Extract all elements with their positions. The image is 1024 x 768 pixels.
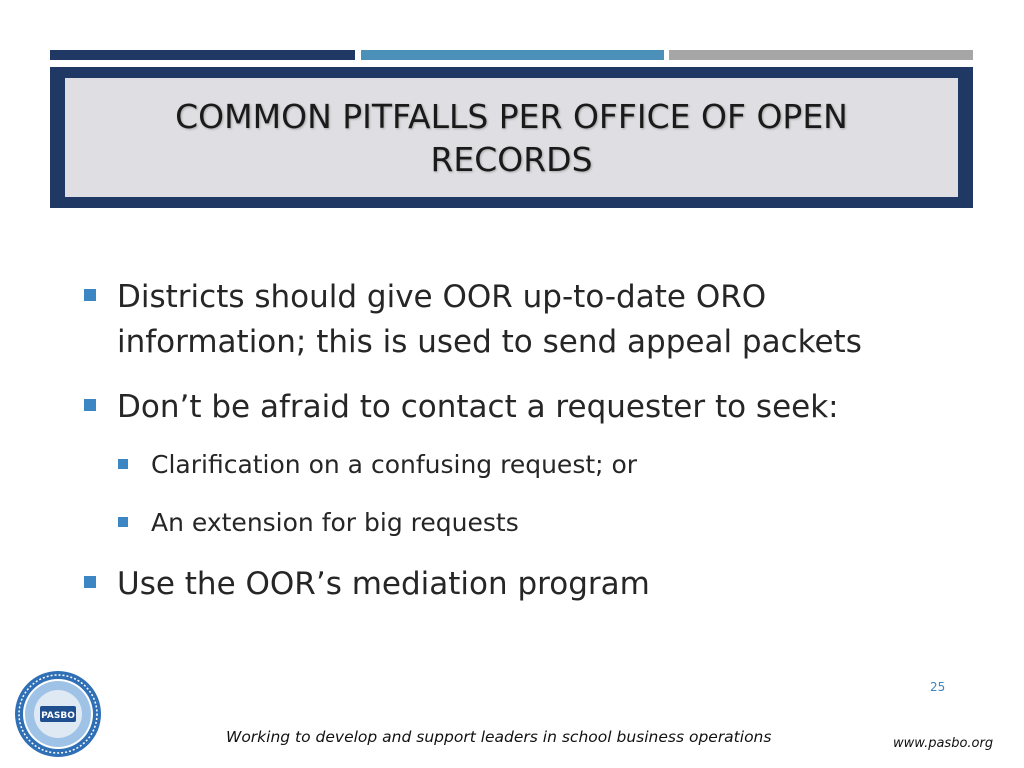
footer-tagline: Working to develop and support leaders in school business operations	[226, 728, 772, 746]
title-box	[65, 78, 958, 197]
top-bar-blue	[361, 50, 664, 60]
square-bullet-icon	[84, 576, 96, 588]
square-bullet-icon	[118, 517, 128, 527]
bullet-text: Use the OOR’s mediation program	[117, 566, 650, 602]
top-bar-gray	[669, 50, 973, 60]
pasbo-logo	[14, 670, 102, 758]
bullet-text: Don’t be afraid to contact a requester to seek:	[117, 389, 839, 425]
sub-bullet-text: Clarification on a confusing request; or	[151, 450, 638, 479]
slide-title: COMMON PITFALLS PER OFFICE OF OPEN RECORDS	[175, 96, 848, 179]
square-bullet-icon	[84, 399, 96, 411]
sub-bullet-text: An extension for big requests	[151, 508, 519, 537]
square-bullet-icon	[84, 289, 96, 301]
top-bar-navy	[50, 50, 355, 60]
bullet-text: Districts should give OOR up-to-date ORO information; this is used to send appeal packets	[117, 279, 862, 360]
logo-text: PASBO	[41, 711, 75, 721]
page-number: 25	[930, 680, 946, 694]
title-frame	[50, 67, 973, 208]
square-bullet-icon	[118, 459, 128, 469]
footer-url[interactable]: www.pasbo.org	[893, 736, 994, 751]
